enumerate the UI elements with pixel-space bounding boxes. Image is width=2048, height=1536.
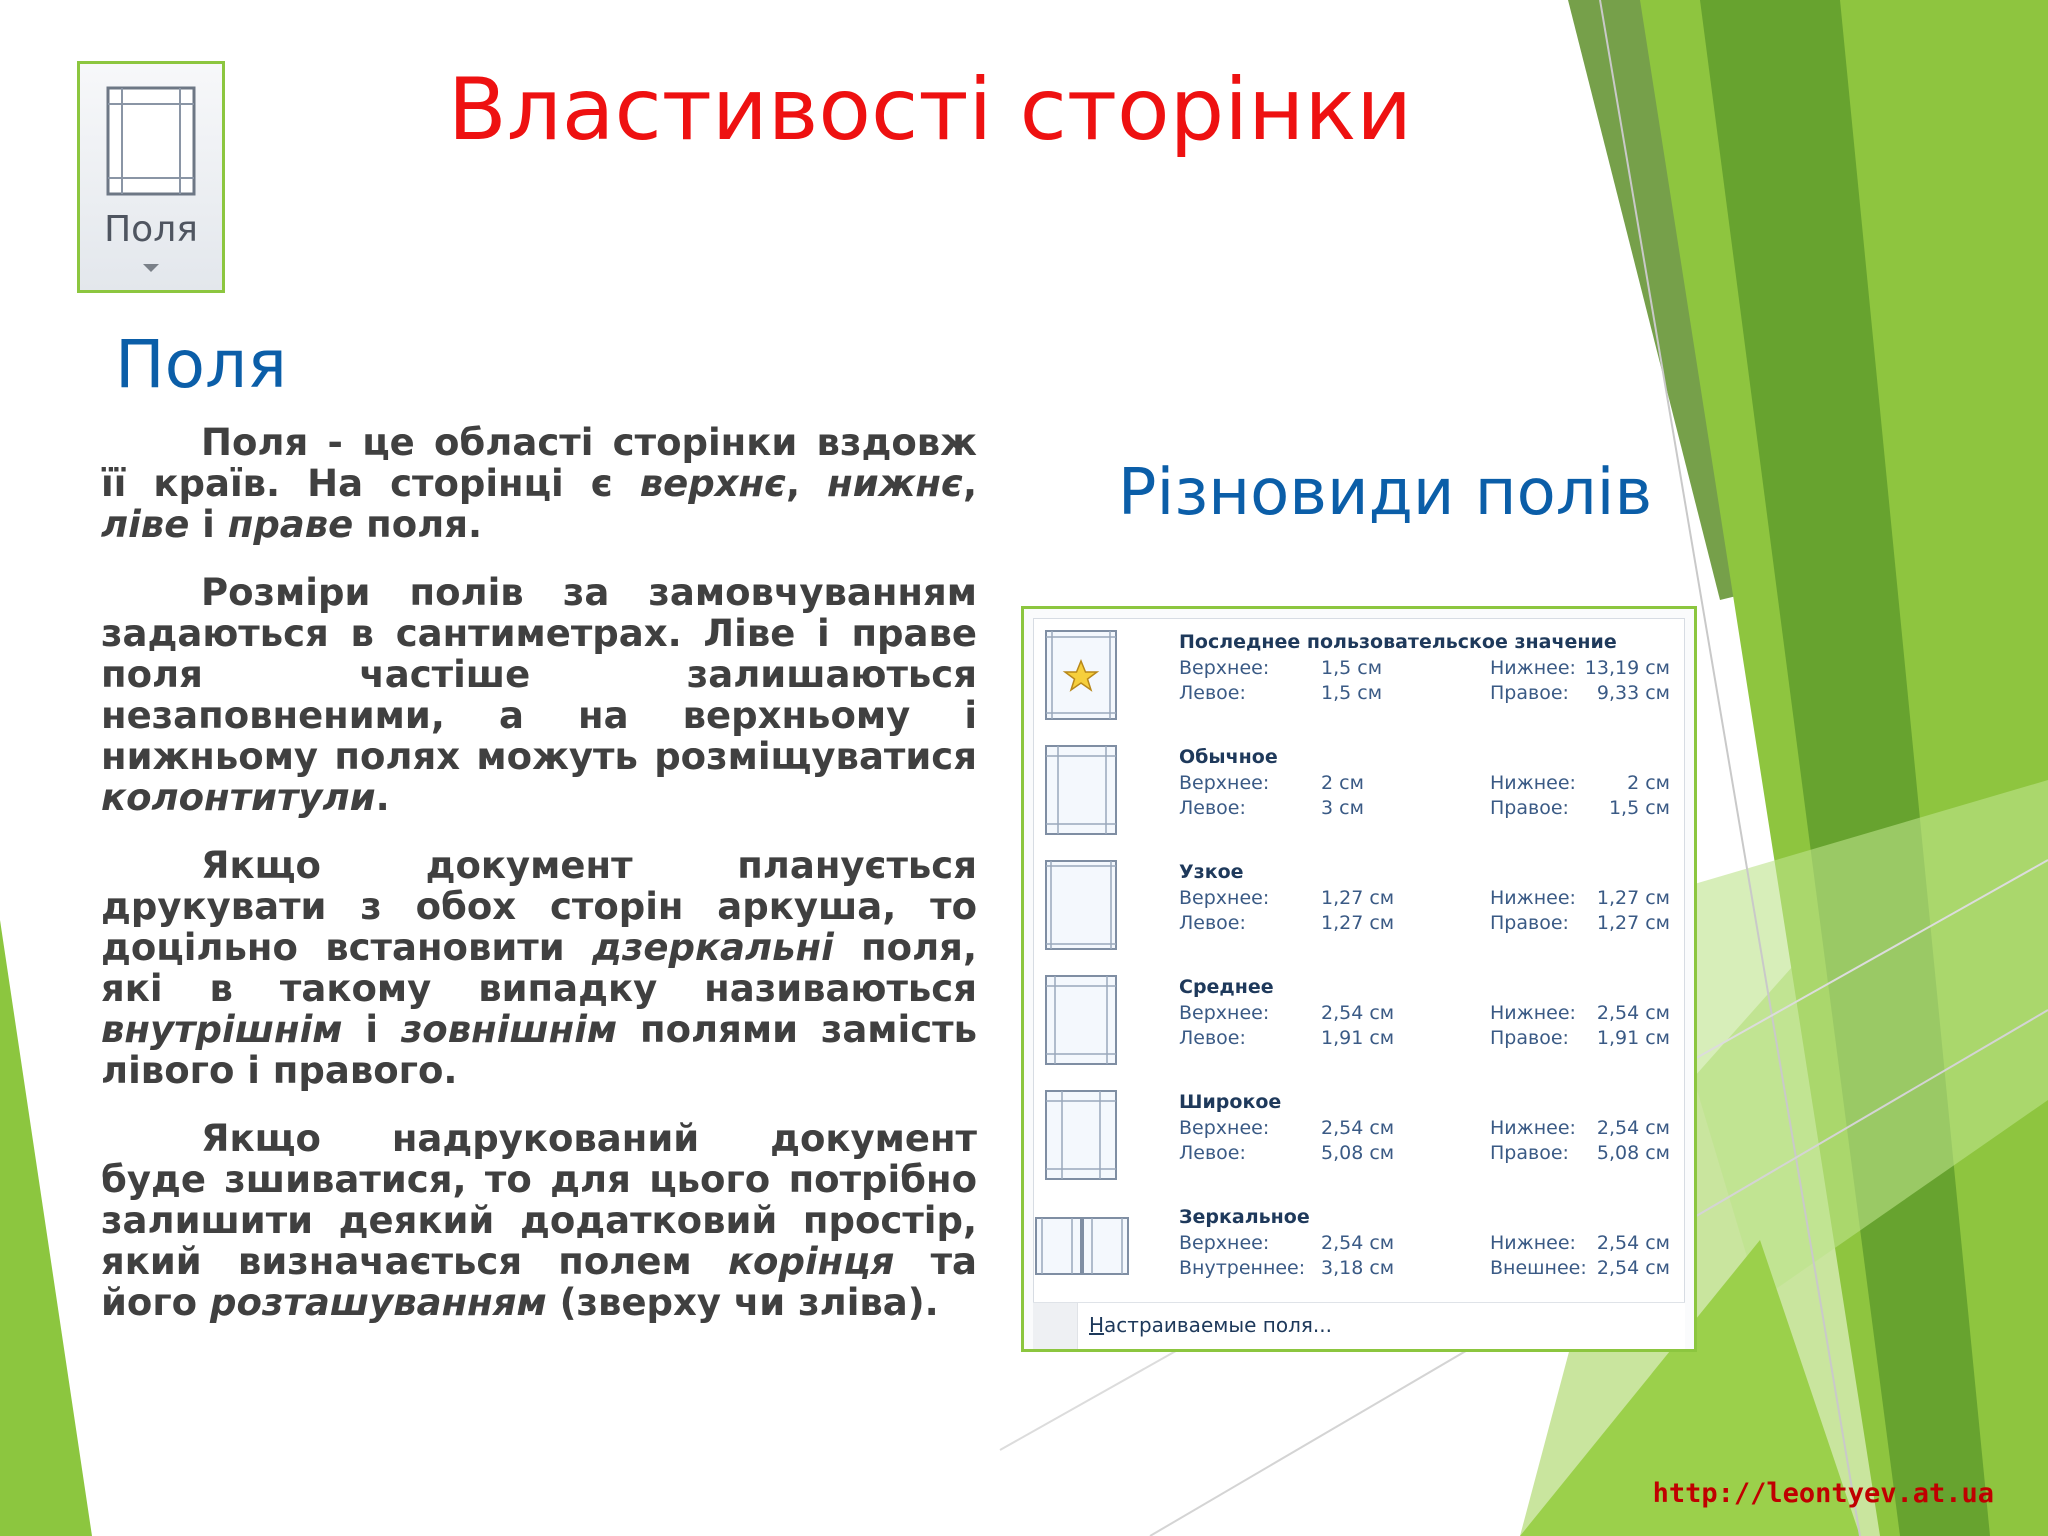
right-label: Правое: [1490,1142,1569,1164]
left-label: Левое: [1179,912,1246,934]
menu-icon-gutter [1033,1303,1078,1349]
bottom-value: 2,54 см [1596,1002,1670,1024]
left-value: 5,08 см [1321,1142,1395,1164]
margin-preset-mirrored[interactable] [1034,1194,1684,1309]
bottom-value: 1,27 см [1596,887,1670,909]
bottom-value: 2,54 см [1596,1117,1670,1139]
top-value: 2,54 см [1321,1117,1395,1139]
text-run: Поля - це області сторінки вздовж її країв. На сторінці є [101,421,977,505]
narrow-margins-icon [1044,859,1118,951]
emphasized-term: внутрішнім [101,1008,343,1051]
bottom-value: 2,54 см [1596,1232,1670,1254]
text-run: , [962,462,977,505]
top-label: Верхнее: [1179,1002,1270,1024]
bottom-label: Нижнее: [1490,887,1576,909]
top-label: Верхнее: [1179,657,1270,679]
margins-ribbon-button[interactable] [77,61,225,293]
text-run: Якщо документ планується друкувати з обох сторін аркуша, то доцільно встановити [101,844,977,969]
normal-margins-icon [1044,744,1118,836]
left-label: Левое: [1179,1027,1246,1049]
emphasized-term: нижнє [827,462,963,505]
bottom-label: Нижнее: [1490,1117,1576,1139]
text-run: та його [101,1240,977,1324]
text-run: (зверху чи зліва). [546,1281,939,1324]
preset-name: Зеркальное [1179,1206,1310,1228]
right-value: 1,91 см [1596,1027,1670,1049]
top-label: Верхнее: [1179,1232,1270,1254]
bottom-value: 13,19 см [1584,657,1670,679]
emphasized-term: корінця [727,1240,895,1283]
margin-preset-normal[interactable] [1034,734,1684,849]
outside-value: 2,54 см [1596,1257,1670,1279]
bottom-label: Нижнее: [1490,1232,1576,1254]
margin-kinds-heading: Різновиди полів [1117,456,1653,530]
top-label: Верхнее: [1179,1117,1270,1139]
top-value: 2,54 см [1321,1232,1395,1254]
margins-gallery [1021,606,1697,1352]
body-paragraph-4 [101,1118,977,1323]
preset-name: Обычное [1179,746,1278,768]
margin-preset-narrow[interactable] [1034,849,1684,964]
top-value: 2 см [1321,772,1364,794]
outside-label: Внешнее: [1490,1257,1587,1279]
body-paragraph-2 [101,572,977,818]
custom-margins-accelerator: Н [1089,1313,1105,1337]
left-value: 1,91 см [1321,1027,1395,1049]
slide-title: Властивості сторінки [447,60,1413,160]
text-run: Розміри полів за замовчуванням задаються в сантиметрах. Ліве і праве поля частіше залишаються незаповненими, а на верхньому і нижньому полях можуть розміщуватися [101,571,977,778]
top-value: 2,54 см [1321,1002,1395,1024]
margin-preset-last-custom[interactable] [1034,619,1684,734]
moderate-margins-icon [1044,974,1118,1066]
emphasized-term: дзеркальні [591,926,834,969]
right-label: Правое: [1490,682,1569,704]
right-value: 1,27 см [1596,912,1670,934]
text-run: , [786,462,828,505]
left-value: 1,27 см [1321,912,1395,934]
right-value: 5,08 см [1596,1142,1670,1164]
inside-label: Внутреннее: [1179,1257,1306,1279]
bottom-label: Нижнее: [1490,657,1576,679]
custom-margins-label [1089,1313,1332,1337]
preset-name: Среднее [1179,976,1274,998]
body-text [101,422,977,1350]
emphasized-term: зовнішнім [400,1008,618,1051]
page-margins-icon [106,86,198,198]
margins-button-label: Поля [104,209,198,250]
emphasized-term: праве [227,503,354,546]
mirrored-margins-icon [1034,1212,1130,1304]
emphasized-term: верхнє [639,462,787,505]
body-paragraph-3 [101,845,977,1091]
right-value: 1,5 см [1608,797,1670,819]
dropdown-arrow-icon [143,264,159,272]
preset-name: Узкое [1179,861,1244,883]
margins-gallery-list [1033,618,1685,1349]
bottom-label: Нижнее: [1490,1002,1576,1024]
left-value: 3 см [1321,797,1364,819]
top-value: 1,27 см [1321,887,1395,909]
text-run: і [189,503,228,546]
emphasized-term: розташуванням [209,1281,547,1324]
text-run: і [342,1008,401,1051]
inside-value: 3,18 см [1321,1257,1395,1279]
right-label: Правое: [1490,1027,1569,1049]
emphasized-term: ліве [101,503,190,546]
left-label: Левое: [1179,682,1246,704]
fields-heading: Поля [115,326,287,403]
text-run: поля, які в такому випадку називаються [101,926,977,1010]
top-label: Верхнее: [1179,772,1270,794]
preset-name: Последнее пользовательское значение [1179,631,1617,653]
top-value: 1,5 см [1321,657,1383,679]
left-value: 1,5 см [1321,682,1383,704]
left-label: Левое: [1179,797,1246,819]
margin-preset-wide[interactable] [1034,1079,1684,1194]
bottom-value: 2 см [1627,772,1670,794]
emphasized-term: колонтитули [101,776,376,819]
custom-margins-label-rest: астраиваемые поля... [1104,1313,1332,1337]
preset-name: Широкое [1179,1091,1282,1113]
text-run: поля. [353,503,483,546]
text-run: Якщо надрукований документ буде зшиватися, то для цього потрібно залишити деякий додатковий простір, який визначається полем [101,1117,977,1283]
custom-star-icon [1044,629,1118,721]
left-label: Левое: [1179,1142,1246,1164]
right-value: 9,33 см [1596,682,1670,704]
text-run: полями замість лівого і правого. [101,1008,977,1092]
top-label: Верхнее: [1179,887,1270,909]
right-label: Правое: [1490,912,1569,934]
custom-margins-menu-item[interactable] [1033,1302,1685,1349]
wide-margins-icon [1044,1089,1118,1181]
bottom-label: Нижнее: [1490,772,1576,794]
body-paragraph-1 [101,422,977,545]
right-label: Правое: [1490,797,1569,819]
text-run: . [375,776,390,819]
margin-preset-moderate[interactable] [1034,964,1684,1079]
bg-left-green-wedge [0,920,92,1536]
site-url-link[interactable]: http://leontyev.at.ua [1652,1478,1994,1509]
